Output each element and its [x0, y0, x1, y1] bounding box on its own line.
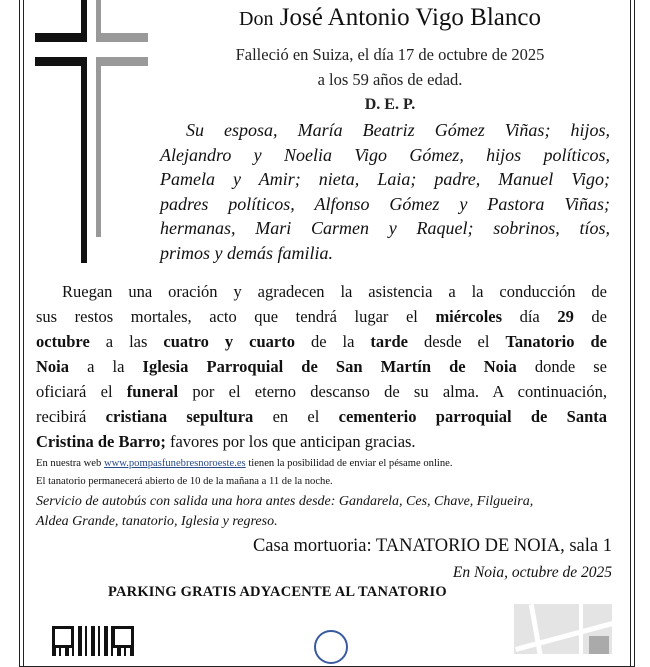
text-segment: Iglesia Parroquial de San Martín de Noia [142, 357, 517, 376]
qr-code-icon[interactable] [52, 626, 134, 656]
text-segment: de [573, 307, 607, 326]
text-segment: Tanatorio de [505, 332, 607, 351]
text-segment: día [502, 307, 558, 326]
text-segment: tarde [370, 332, 408, 351]
dep: D. E. P. [364, 96, 416, 113]
text-segment: miércoles [435, 307, 503, 326]
text-segment: recibirá [36, 407, 106, 426]
parking-note: PARKING GRATIS ADYACENTE AL TANATORIO [108, 584, 447, 600]
text-segment: cuatro y cuarto [163, 332, 295, 351]
text-segment: Ruegan una oración y agradecen la asistencia a la conducción de [62, 282, 607, 301]
deceased-name: Don José Antonio Vigo Blanco [239, 4, 541, 31]
family-line: Su esposa, María Beatriz Gómez Viñas; hijos, [186, 120, 610, 140]
text-segment: a la [69, 357, 143, 376]
paragraph-line [36, 307, 607, 331]
text-segment: sus restos mortales, acto que tendrá lugar el [36, 307, 436, 326]
family-line: primos y demás familia. [160, 242, 333, 263]
paragraph-line [36, 332, 607, 356]
paragraph-line [36, 407, 607, 431]
age-info: a los 59 años de edad. [317, 70, 463, 89]
place-date: En Noia, octubre de 2025 [452, 564, 612, 581]
family-line: Alejandro y Noelia Vigo Gómez, hijos políticos, [160, 144, 610, 165]
text-segment: desde el [408, 332, 506, 351]
funeral-home-logo [314, 630, 348, 664]
text-segment: funeral [126, 382, 179, 401]
paragraph-line [62, 282, 607, 306]
text-segment: 29 [557, 307, 574, 326]
death-info: Falleció en Suiza, el día 17 de octubre de 2025 [235, 45, 545, 64]
text-segment: donde se [516, 357, 607, 376]
family-line: Pamela y Amir; nieta, Laia; padre, Manuel Vigo; [160, 169, 610, 189]
hours-note: El tanatorio permanecerá abierto de 10 de la mañana a 11 de la noche. [36, 476, 333, 487]
text-segment: octubre [36, 332, 90, 351]
text-segment: en el [253, 407, 339, 426]
text-segment: a las [89, 332, 164, 351]
family-line: hermanas, Mari Carmen y Raquel; sobrinos, tíos, [160, 218, 610, 238]
text-segment: favores por los que anticipan gracias. [165, 432, 416, 451]
funeral-home: Casa mortuoria: TANATORIO DE NOIA, sala 1 [252, 536, 612, 556]
paragraph-line [36, 432, 607, 456]
text-segment: cementerio parroquial de Santa [338, 407, 608, 426]
paragraph-line [36, 357, 607, 381]
text-segment: Cristina de Barro; [36, 432, 166, 451]
bus-line-1: Servicio de autobús con salida una hora antes desde: Gandarela, Ces, Chave, Filgueira, [36, 494, 534, 509]
text-segment: cristiana sepultura [105, 407, 254, 426]
web-note: En nuestra web www.pompasfunebresnoroeste.es tienen la posibilidad de enviar el pésame online. [36, 458, 453, 469]
text-segment: oficiará el [36, 382, 127, 401]
website-link[interactable]: www.pompasfunebresnoroeste.es [103, 458, 246, 469]
paragraph-line [36, 382, 607, 406]
location-map[interactable] [514, 604, 612, 654]
bus-line-2: Aldea Grande, tanatorio, Iglesia y regreso. [36, 514, 278, 529]
family-line: padres políticos, Alfonso Gómez y Pastora Viñas; [160, 193, 610, 214]
text-segment: de la [294, 332, 371, 351]
map-pin-icon [589, 636, 609, 654]
text-segment: por el eterno descanso de su alma. A continuación, [178, 382, 607, 401]
text-segment: Noia [36, 357, 69, 376]
